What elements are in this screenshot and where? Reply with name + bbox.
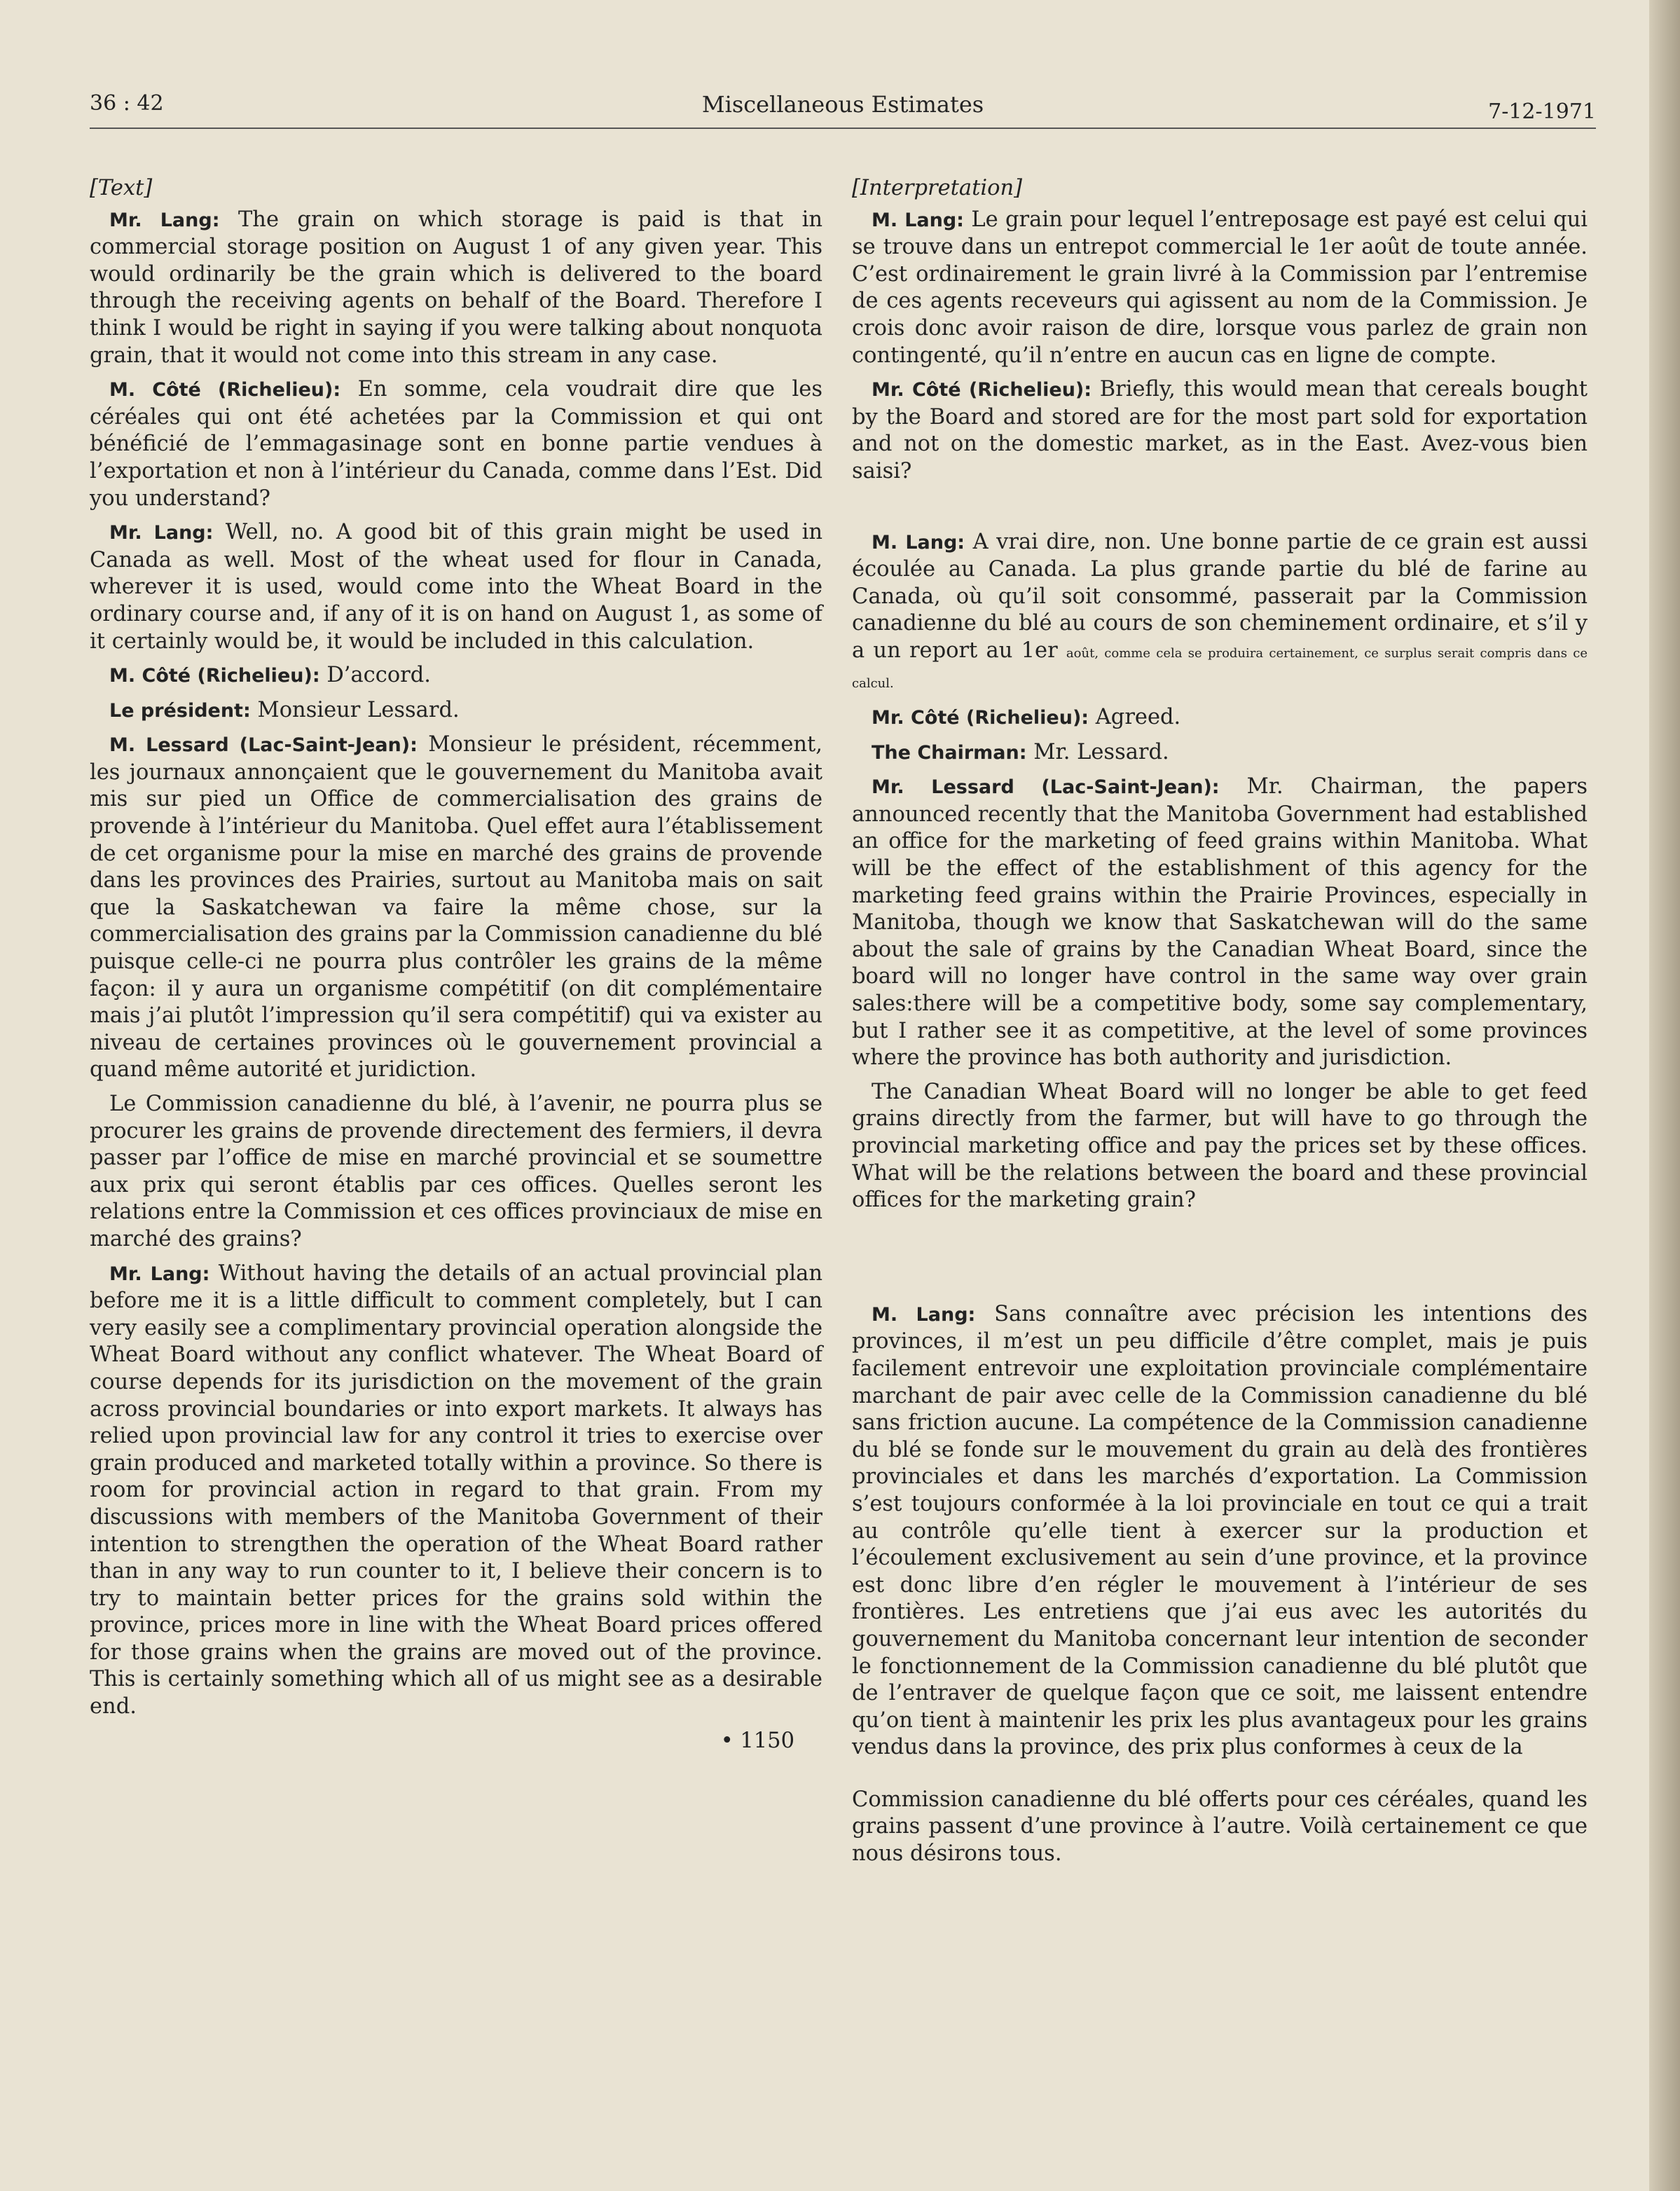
speech-text: En somme, cela voudrait dire que les céréales qui ont été achetées par la Commission et qui ont bénéficié de l’emmagasinage sont en bonne partie vendues à l’exportation et non à l’intérieur du Canada, comme dans l’Est. Did you understand? — [90, 377, 822, 511]
paragraph — [852, 774, 1588, 1072]
speaker-name: M. Lang: — [872, 209, 964, 231]
time-marker: • 1150 — [720, 1728, 794, 1753]
paragraph — [90, 376, 822, 512]
paragraph — [90, 519, 822, 655]
speech-text: Agreed. — [1095, 705, 1181, 730]
paragraph — [90, 207, 822, 370]
spacer — [852, 493, 1588, 529]
speech-text: Well, no. A good bit of this grain might be used in Canada as well. Most of the wheat used for flour in Canada, wherever it is used, would come into the Wheat Board in the ordinary course and, if any of it is on hand on August 1, as some of it certainly would be, it would be included in this calculation. — [90, 520, 822, 654]
paragraph — [852, 704, 1588, 732]
section-tag: [Text] — [90, 176, 153, 200]
paragraph: The Canadian Wheat Board will no longer be able to get feed grains directly from the farmer, but will have to go through the provincial marketing office and pay the prices set by these offices. What will be the relations between the board and these provincial offices for the marketing grain? — [852, 1079, 1588, 1213]
paragraph — [852, 1301, 1588, 1761]
paragraph — [90, 1261, 822, 1721]
page-date: 7-12-1971 — [1488, 99, 1596, 124]
speech-text: A vrai dire, non. Une bonne partie de ce grain est aussi écoulée au Canada. La plus grande partie du blé de farine au Canada, où qu’il soit consommé, passerait par la Commission canadienne du blé au cours de son cheminement ordinaire, et s’il y a un report au 1er — [852, 529, 1588, 663]
speaker-name: M. Côté (Richelieu): — [109, 379, 341, 401]
small-print-text: août, comme cela se produira certainement, ce surplus serait compris dans ce calcul. — [852, 645, 1588, 691]
speech-text: The grain on which storage is paid is that in commercial storage position on August 1 of any given year. This would ordinarily be the grain which is delivered to the board through the receiving agents on behalf of the Board. Therefore I think I would be right in saying if you were talking about nonquota grain, that it would not come into this stream in any case. — [90, 207, 822, 368]
speaker-name: Le président: — [109, 699, 251, 722]
speaker-name: M. Côté (Richelieu): — [109, 665, 320, 687]
speech-text: Mr. Chairman, the papers announced recently that the Manitoba Government had established an office for the marketing of feed grains within Manitoba. What will be the effect of the establishment of this agency for the marketing feed grains within the Prairie Provinces, especially in Manitoba, though we know that Saskatchewan will do the same about the sale of grains by the Canadian Wheat Board, since the board will no longer have control in the same way over grain sales:there will be a competitive body, some say complementary, but I rather see it as competitive, at the level of some provinces where the province has both authority and jurisdiction. — [852, 774, 1588, 1071]
speech-text: D’accord. — [326, 663, 431, 688]
left-column — [90, 175, 822, 1754]
speaker-name: Mr. Lang: — [109, 522, 214, 544]
right-column — [852, 175, 1588, 1875]
speaker-name: Mr. Lang: — [109, 209, 220, 231]
speaker-name: Mr. Lang: — [109, 1263, 210, 1285]
speaker-name: M. Lessard (Lac-Saint-Jean): — [109, 734, 418, 757]
paragraph — [90, 697, 822, 725]
paragraph — [852, 207, 1588, 370]
paragraph — [852, 529, 1588, 698]
paragraph: Commission canadienne du blé offerts pour ces céréales, quand les grains passent d’une province à l’autre. Voilà certainement ce que nous désirons tous. — [852, 1787, 1588, 1867]
speaker-name: Mr. Côté (Richelieu): — [872, 379, 1092, 401]
speech-text: Le grain pour lequel l’entreposage est payé est celui qui se trouve dans un entrepot commercial le 1er août de toute année. C’est ordinairement le grain livré à la Commission par l’entremise de ces agents receveurs qui agissent au nom de la Commission. Je crois donc avoir raison de dire, lorsque vous parlez de grain non contingenté, qu’il n’entre en aucun cas en ligne de compte. — [852, 207, 1588, 368]
speech-text: Monsieur Lessard. — [257, 697, 460, 722]
paragraph: Le Commission canadienne du blé, à l’avenir, ne pourra plus se procurer les grains de provende directement des fermiers, il devra passer par l’office de mise en marché provincial et se soumettre aux prix qui seront établis par ces offices. Quelles seront les relations entre la Commission et ces offices provinciaux de mise en marché des grains? — [90, 1092, 822, 1251]
page-number: 36 : 42 — [90, 91, 164, 116]
spacer — [852, 1221, 1588, 1301]
speech-text: Monsieur le président, récemment, les journaux annonçaient que le gouvernement du Manitoba avait mis sur pied un Office de commercialisation des grains de provende à l’intérieur du Manitoba. Quel effet aura l’établissement de cet organisme pour la mise en marché des grains de provende dans les provinces des Prairies, surtout au Manitoba mais on sait que la Saskatchewan va faire la même chose, sur la commercialisation des grains par la Commission canadienne du blé puisque celle-ci ne pourra plus contrôler les grains de la même façon: il y aura un organisme compétitif (on dit complémentaire mais j’ai plutôt l’impression qu’il sera compétitif) qui va exister au niveau de certaines provinces où le gouvernement provincial a quand même autorité et juridiction. — [90, 732, 822, 1083]
page-header — [90, 90, 1596, 129]
section-tag: [Interpretation] — [852, 176, 1022, 200]
speech-text: Without having the details of an actual provincial plan before me it is a little difficult to comment completely, but I can very easily see a complimentary provincial operation alongside the Wheat Board without any conflict whatever. The Wheat Board of course depends for its jurisdiction on the movement of the grain across provincial boundaries or into export markets. It always has relied upon provincial law for any control it tries to exercise over grain produced and marketed totally within a province. So there is room for provincial action in regard to that grain. From my discussions with members of the Manitoba Government of their intention to strengthen the operation of the Wheat Board rather than in any way to run counter to it, I believe their concern is to try to maintain better prices for the grains sold within the province, prices more in line with the Wheat Board prices offered for those grains when the grains are moved out of the province. This is certainly something which all of us might see as a desirable end. — [90, 1261, 822, 1719]
paragraph — [852, 739, 1588, 767]
running-title: Miscellaneous Estimates — [701, 91, 984, 118]
paragraph — [90, 732, 822, 1084]
speech-text: Sans connaître avec précision les intentions des provinces, il m’est un peu difficile d’être complet, mais je puis facilement entrevoir une exploitation provinciale complémentaire marchant de pair avec celle de la Commission canadienne du blé sans friction aucune. La compétence de la Commission canadienne du blé se fonde sur le mouvement du grain au delà des frontières provinciales et dans les marchés d’exportation. La Commission s’est toujours conformée à la loi provinciale en tout ce qui a trait au contrôle qu’elle tient à exercer sur la production et l’écoulement exclusivement au sein d’une province, et la province est donc libre d’en régler le mouvement à l’intérieur de ses frontières. Les entretiens que j’ai eus avec les autorités du gouvernement du Manitoba concernant leur intention de seconder le fonctionnement de la Commission canadienne du blé plutôt que de l’entraver de quelque façon que ce soit, me laissent entendre qu’on tient à maintenir les prix les plus avantageux pour les grains vendus dans la province, des prix plus conformes à ceux de la — [852, 1301, 1588, 1760]
speaker-name: Mr. Côté (Richelieu): — [872, 707, 1089, 729]
speech-text: Mr. Lessard. — [1033, 739, 1169, 764]
speaker-name: The Chairman: — [872, 741, 1027, 764]
page-gutter — [1649, 0, 1680, 2191]
speech-text: Briefly, this would mean that cereals bought by the Board and stored are for the most part sold for exportation and not on the domestic market, as in the East. Avez-vous bien saisi? — [852, 377, 1588, 483]
paragraph — [852, 376, 1588, 485]
speaker-name: M. Lang: — [872, 1303, 976, 1326]
speaker-name: M. Lang: — [872, 531, 965, 554]
spacer — [852, 1768, 1588, 1787]
speaker-name: Mr. Lessard (Lac-Saint-Jean): — [872, 776, 1220, 799]
paragraph — [90, 662, 822, 690]
